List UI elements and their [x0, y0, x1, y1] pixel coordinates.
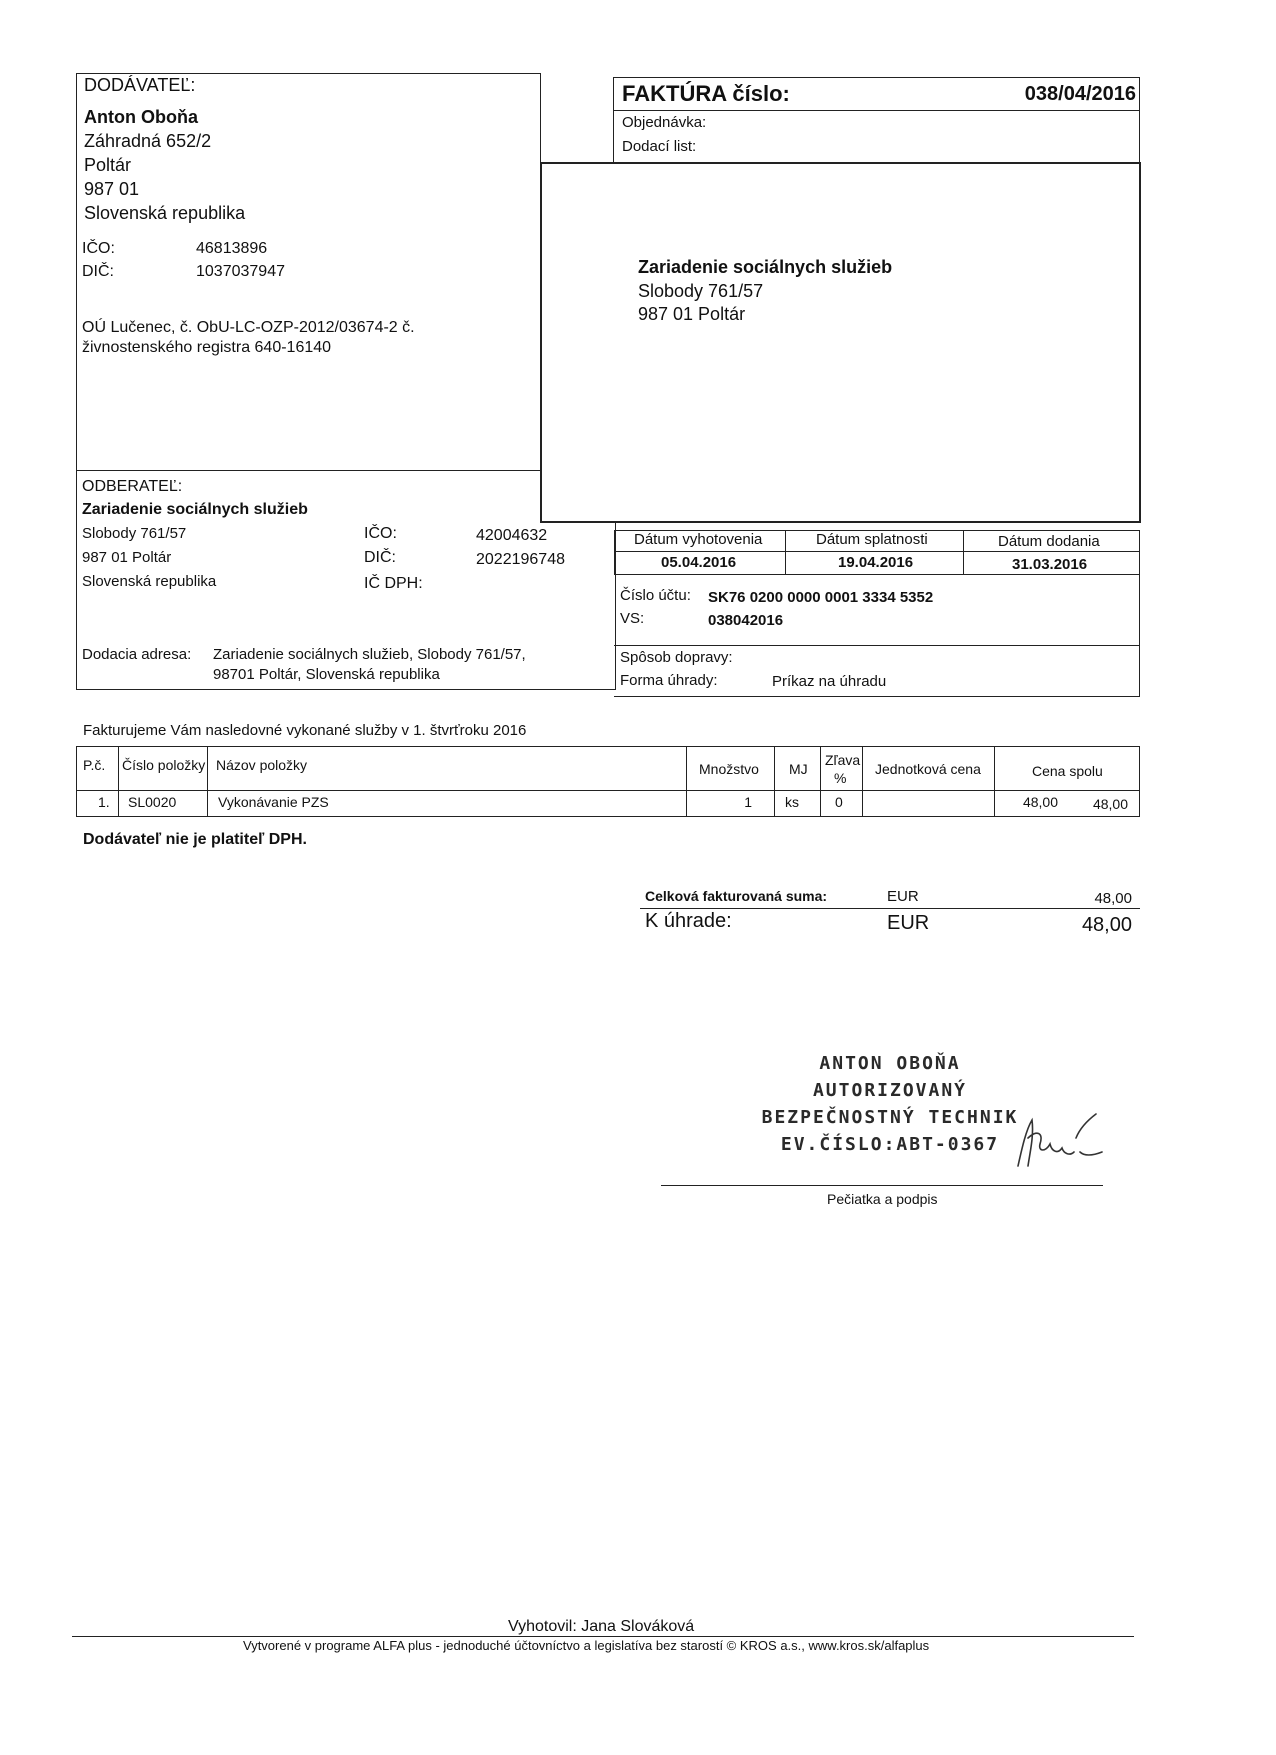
- address-window: [540, 162, 1141, 523]
- transport-label: Spôsob dopravy:: [620, 649, 733, 666]
- delivery-address-label: Dodacia adresa:: [82, 646, 192, 663]
- payment-method: Príkaz na úhradu: [772, 673, 887, 690]
- delivery-address-line1: Zariadenie sociálnych služieb, Slobody 761/57,: [213, 646, 526, 663]
- invoice-title: FAKTÚRA číslo:: [622, 81, 790, 106]
- issued-by: Vyhotovil: Jana Slováková: [508, 1618, 695, 1635]
- supplier-ico: 46813896: [196, 240, 268, 257]
- header-code: Číslo položky: [122, 757, 206, 773]
- amount-due-label: K úhrade:: [645, 910, 732, 932]
- dates-col-divider-1: [785, 530, 786, 575]
- account-number: SK76 0200 0000 0001 3334 5352: [708, 589, 934, 606]
- amount-due-amount: 48,00: [1081, 914, 1132, 936]
- vat-note: Dodávateľ nie je platiteľ DPH.: [83, 831, 307, 848]
- vs-label: VS:: [620, 610, 645, 627]
- row-unit: ks: [785, 794, 799, 810]
- dates-divider: [614, 551, 1140, 552]
- customer-heading: ODBERATEĽ:: [82, 478, 183, 495]
- row-qty: 1: [744, 794, 752, 810]
- supplier-dic: 1037037947: [196, 263, 285, 280]
- header-total: Cena spolu: [1032, 763, 1103, 779]
- account-label: Číslo účtu:: [620, 587, 691, 604]
- table-row: [76, 790, 1140, 817]
- stamp: [760, 1050, 1020, 1158]
- signature-line: [661, 1185, 1103, 1186]
- row-discount: 0: [835, 794, 843, 810]
- row-name: Vykonávanie PZS: [218, 794, 329, 810]
- header-name: Názov položky: [216, 757, 308, 773]
- window-recipient-street: Slobody 761/57: [638, 281, 764, 301]
- delivery-note-label: Dodací list:: [622, 138, 697, 155]
- dates-col-divider-2: [963, 530, 964, 575]
- header-qty: Množstvo: [699, 761, 759, 777]
- delivered-date: 31.03.2016: [1012, 556, 1088, 573]
- customer-ico-label: IČO:: [364, 525, 397, 542]
- invoice-number: 038/04/2016: [1024, 83, 1136, 105]
- supplier-zip: 987 01: [84, 179, 140, 199]
- supplier-ico-label: IČO:: [82, 240, 115, 257]
- stamp-line-1: ANTON OBOŇA: [819, 1053, 961, 1074]
- customer-street: Slobody 761/57: [82, 525, 187, 542]
- customer-city: 987 01 Poltár: [82, 549, 172, 566]
- delivered-date-label: Dátum dodania: [998, 533, 1100, 550]
- supplier-registry-line1: OÚ Lučenec, č. ObU-LC-OZP-2012/03674-2 č.: [82, 319, 415, 336]
- invoiced-total-amount: 48,00: [1094, 890, 1132, 907]
- window-recipient-name: Zariadenie sociálnych služieb: [638, 257, 893, 277]
- header-unit-price: Jednotková cena: [875, 761, 981, 777]
- totals-divider: [640, 908, 1140, 909]
- header-unit: MJ: [789, 761, 808, 777]
- delivery-address-line2: 98701 Poltár, Slovenská republika: [213, 666, 440, 683]
- header-discount: Zľava: [825, 752, 861, 768]
- invoice-title-divider: [613, 110, 1140, 111]
- header-pc: P.č.: [83, 757, 106, 773]
- header-discount-pct: %: [834, 770, 847, 786]
- customer-icdph-label: IČ DPH:: [364, 575, 423, 592]
- customer-dic-label: DIČ:: [364, 549, 396, 566]
- footer-line: [72, 1636, 1134, 1637]
- supplier-heading: DODÁVATEĽ:: [84, 75, 196, 95]
- issued-date: 05.04.2016: [661, 554, 737, 571]
- supplier-dic-label: DIČ:: [82, 263, 114, 280]
- order-label: Objednávka:: [622, 114, 707, 131]
- invoiced-total-label: Celková fakturovaná suma:: [645, 888, 828, 904]
- customer-name: Zariadenie sociálnych služieb: [82, 501, 308, 518]
- handwritten-signature: [1010, 1108, 1110, 1178]
- amount-due-currency: EUR: [887, 912, 930, 934]
- intro-text: Fakturujeme Vám nasledovné vykonané služby v 1. štvrťroku 2016: [83, 722, 527, 739]
- customer-top-line: [76, 470, 541, 471]
- issued-date-label: Dátum vyhotovenia: [634, 531, 763, 548]
- invoiced-total-currency: EUR: [887, 888, 919, 905]
- vs-number: 038042016: [708, 612, 784, 629]
- due-date-label: Dátum splatnosti: [816, 531, 928, 548]
- supplier-city: Poltár: [84, 155, 132, 175]
- row-code: SL0020: [128, 794, 177, 810]
- customer-ico: 42004632: [476, 527, 548, 544]
- supplier-street: Záhradná 652/2: [84, 131, 212, 151]
- payment-divider: [614, 645, 1140, 646]
- customer-country: Slovenská republika: [82, 573, 217, 590]
- signature-label: Pečiatka a podpis: [827, 1191, 938, 1207]
- window-recipient-city: 987 01 Poltár: [638, 304, 746, 324]
- software-credit: Vytvorené v programe ALFA plus - jednoduché účtovníctvo a legislatíva bez starostí © KROS a.s., www.kros.sk/alfaplus: [243, 1638, 930, 1653]
- supplier-registry-line2: živnostenského registra 640-16140: [82, 339, 332, 356]
- payment-method-label: Forma úhrady:: [620, 672, 718, 689]
- row-pc: 1.: [98, 794, 110, 810]
- due-date: 19.04.2016: [838, 554, 914, 571]
- row-unit-price: 48,00: [1022, 794, 1058, 810]
- stamp-line-2: AUTORIZOVANÝ: [812, 1080, 968, 1101]
- supplier-country: Slovenská republika: [84, 203, 246, 223]
- customer-dic: 2022196748: [476, 551, 565, 568]
- supplier-name: Anton Oboňa: [84, 107, 198, 127]
- row-total: 48,00: [1092, 796, 1128, 812]
- stamp-line-4: EV.ČÍSLO:ABT-0367: [780, 1134, 1000, 1155]
- stamp-line-3: BEZPEČNOSTNÝ TECHNIK: [761, 1107, 1019, 1128]
